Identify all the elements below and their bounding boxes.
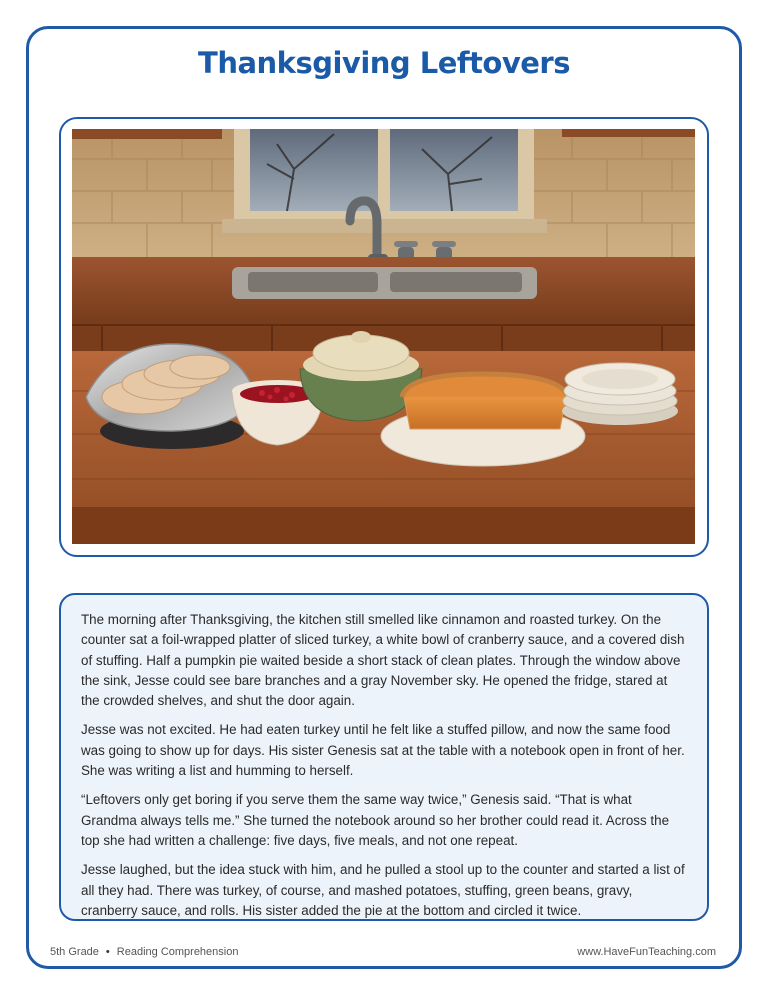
kitchen-sink	[232, 267, 537, 299]
plate-stack	[562, 363, 678, 425]
story-paragraph-1: The morning after Thanksgiving, the kitchen still smelled like cinnamon and roasted turkey. On the counter sat a foil-wrapped platter of sliced turkey, a white bowl of cranberry sauce, and a covered dish of stuffing. Half a pumpkin pie waited beside a short stack of clean plates. Through the window above the sink, Jesse could see bare branches and a gray November sky. He opened the fridge, stared at the crowded shelves, and shut the door again.	[81, 612, 685, 709]
story-paragraph-2: Jesse was not excited. He had eaten turkey until he felt like a stuffed pillow, and now the same food was going to show up for days. His sister Genesis sat at the table with a notebook open in front of her. She was writing a list and humming to herself.	[81, 722, 685, 779]
pumpkin-pie	[381, 374, 585, 466]
window	[222, 129, 547, 233]
footer-grade: 5th Grade	[50, 946, 99, 958]
footer-info	[50, 946, 238, 958]
stuffing-dish	[300, 331, 422, 421]
footer-website[interactable]: www.HaveFunTeaching.com	[577, 946, 716, 958]
story-paragraph-3: “Leftovers only get boring if you serve them the same way twice,” Genesis said. “That is what Grandma always tells me.” She turned the notebook around so her brother could read it. Across the top she had written a challenge: five days, five meals, and not one repeat.	[81, 792, 670, 848]
bullet-dot-icon: •	[105, 946, 110, 958]
story-passage	[59, 593, 709, 921]
page-title: Thanksgiving Leftovers	[198, 46, 570, 80]
story-paragraph-4: Jesse laughed, but the idea stuck with him, and he pulled a stool up to the counter and started a list of all they had. There was turkey, of course, and mashed potatoes, stuffing, green beans, gravy, cranberry sauce, and rolls. His sister added the pie at the bottom and circled it twice.	[81, 862, 685, 918]
footer-subject: Reading Comprehension	[116, 946, 239, 958]
kitchen-illustration	[72, 129, 695, 544]
